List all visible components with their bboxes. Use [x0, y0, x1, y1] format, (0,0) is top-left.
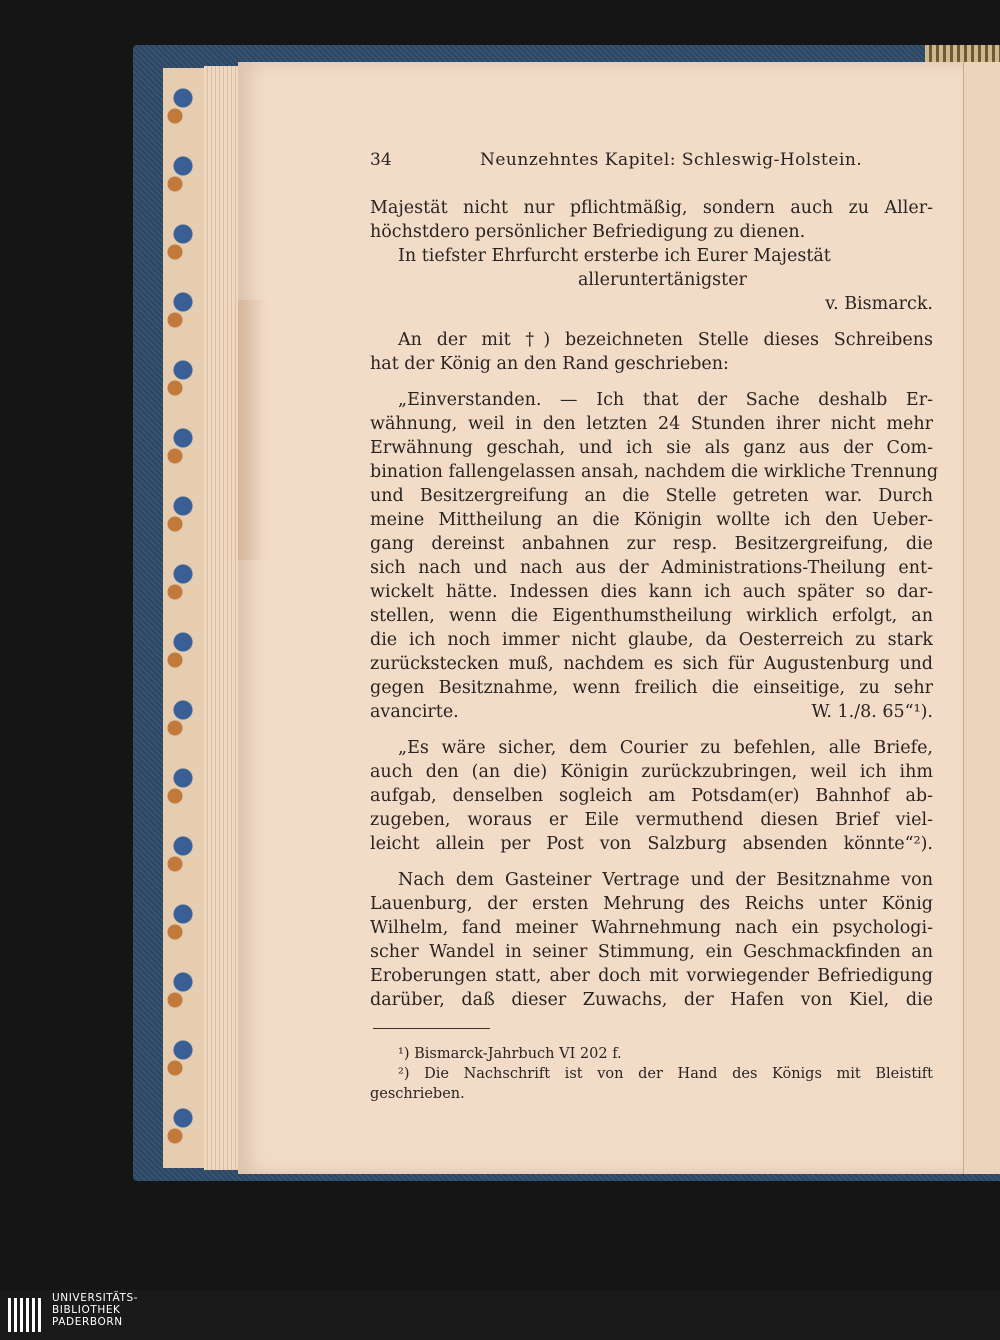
text-line: zurückstecken muß, nachdem es sich für Augustenburg und [370, 654, 933, 674]
library-name [52, 1292, 192, 1328]
text-line: zugeben, woraus er Eile vermuthend diesen Brief viel- [370, 810, 933, 830]
text-line: Eroberungen statt, aber doch mit vorwiegender Befriedigung [370, 966, 933, 986]
text-line: wähnung, weil in den letzten 24 Stunden ihrer nicht mehr [370, 414, 933, 434]
running-header [370, 150, 933, 178]
text-line: hat der König an den Rand geschrieben: [370, 354, 729, 374]
library-name-line: PADERBORN [52, 1316, 123, 1328]
text-line: avancirte. [370, 702, 459, 722]
text-line: darüber, daß dieser Zuwachs, der Hafen von Kiel, die [370, 990, 933, 1010]
text-line: sich nach und nach aus der Administrations-Theilung ent- [370, 558, 933, 578]
running-title: Neunzehntes Kapitel: Schleswig-Holstein. [480, 150, 863, 170]
text-line: Wilhelm, fand meiner Wahrnehmung nach ein psychologi- [370, 918, 933, 938]
text-line: gegen Besitznahme, wenn freilich die einseitige, zu sehr [370, 678, 933, 698]
text-line: „Einverstanden. — Ich that der Sache deshalb Er- [398, 390, 933, 410]
footnote-rule [373, 1028, 490, 1029]
text-line: „Es wäre sicher, dem Courier zu befehlen, alle Briefe, [398, 738, 933, 758]
page-number: 34 [370, 150, 392, 170]
text-line: wickelt hätte. Indessen dies kann ich auch später so dar- [370, 582, 933, 602]
text-line: Lauenburg, der ersten Mehrung des Reichs unter König [370, 894, 933, 914]
text-line: auch den (an die) Königin zurückzubringen, weil ich ihm [370, 762, 933, 782]
text-line: bination fallengelassen ansah, nachdem die wirkliche Trennung [370, 462, 939, 482]
date-signature: W. 1./8. 65“¹). [811, 702, 933, 722]
paper-stain [238, 300, 268, 560]
text-line: scher Wandel in seiner Stimmung, ein Geschmackfinden an [370, 942, 933, 962]
text-line: aufgab, denselben sogleich am Potsdam(er) Bahnhof ab- [370, 786, 933, 806]
text-line: meine Mittheilung an die Königin wollte ich den Ueber- [370, 510, 933, 530]
text-line: Erwähnung geschah, und ich sie als ganz aus der Com- [370, 438, 933, 458]
patterned-endpaper [163, 68, 208, 1168]
text-line: alleruntertänigster [578, 270, 747, 290]
footnote: ²) Die Nachschrift ist von der Hand des Königs mit Bleistift [398, 1066, 933, 1082]
footnote: ¹) Bismarck-Jahrbuch VI 202 f. [398, 1046, 622, 1062]
footnote-continuation: geschrieben. [370, 1086, 465, 1102]
text-line: leicht allein per Post von Salzburg absenden könnte“²). [370, 834, 933, 854]
book-spine-edge [925, 45, 1000, 63]
text-line: Majestät nicht nur pflichtmäßig, sondern auch zu Aller- [370, 198, 933, 218]
text-line: stellen, wenn die Eigenthumstheilung wirklich erfolgt, an [370, 606, 933, 626]
text-line: gang dereinst anbahnen zur resp. Besitzergreifung, die [370, 534, 933, 554]
library-name-line: BIBLIOTHEK [52, 1304, 121, 1316]
signature-line: v. Bismarck. [825, 294, 933, 314]
library-name-line: UNIVERSITÄTS- [52, 1292, 139, 1304]
library-logo-icon [6, 1294, 46, 1336]
next-page-edge [963, 62, 1000, 1174]
text-line: Nach dem Gasteiner Vertrage und der Besitznahme von [398, 870, 933, 890]
text-line: höchstdero persönlicher Befriedigung zu dienen. [370, 222, 806, 242]
text-line: und Besitzergreifung an die Stelle getreten war. Durch [370, 486, 933, 506]
text-line: die ich noch immer nicht glaube, da Oesterreich zu stark [370, 630, 933, 650]
text-line: An der mit †) bezeichneten Stelle dieses Schreibens [398, 330, 933, 350]
text-line: In tiefster Ehrfurcht ersterbe ich Eurer Majestät [398, 246, 831, 266]
